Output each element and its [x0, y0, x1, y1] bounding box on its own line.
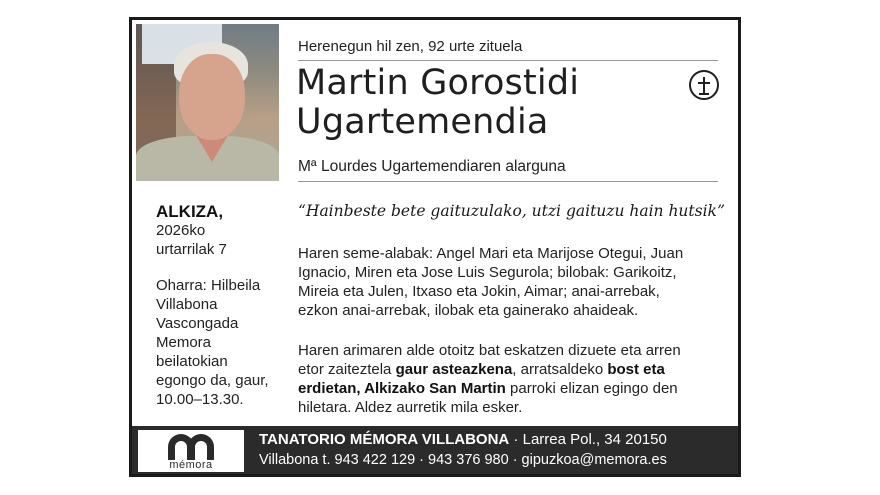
obituary-card	[129, 17, 741, 477]
funeral-announcement	[298, 341, 728, 417]
note-line: 10.00–13.30.	[156, 391, 244, 408]
spouse-line: Mª Lourdes Ugartemendiaren alarguna	[298, 158, 566, 175]
year: 2026ko	[156, 222, 206, 239]
family-line: ezkon anai-arrebak, ilobak eta gainerako ahaideak.	[298, 302, 639, 319]
note-line: egongo da, gaur,	[156, 372, 269, 389]
side-column	[156, 202, 276, 409]
funeral-line: erdietan, Alkizako San Martin parroki elizan egingo den	[298, 380, 678, 397]
family-line: Ignacio, Miren eta Jose Luis Segurola; bilobak: Garikoitz,	[298, 264, 677, 281]
name-line-2: Ugartemendia	[296, 102, 549, 142]
note-line: Vascongada	[156, 315, 239, 332]
cross-icon	[689, 70, 719, 100]
funeral-line: etor zaiteztela gaur asteazkena, arratsaldeko bost eta	[298, 361, 665, 378]
note-line: Oharra: Hilbeila	[156, 277, 261, 294]
funeral-home-address: · Larrea Pol., 34 20150	[509, 431, 667, 448]
funeral-line: hiletara. Aldez aurretik mila esker.	[298, 399, 523, 416]
m-logo-icon	[168, 434, 214, 456]
funeral-home-line	[259, 431, 667, 448]
note-line: Memora	[156, 334, 212, 351]
family-list	[298, 244, 728, 320]
note-line: Villabona	[156, 296, 218, 313]
funeral-home-contact: Villabona t. 943 422 129 · 943 376 980 · gipuzkoa@memora.es	[259, 452, 667, 468]
death-notice: Herenegun hil zen, 92 urte zituela	[298, 38, 523, 55]
family-line: Mireia eta Julen, Itxaso eta Jokin, Aimar; anai-arrebak,	[298, 283, 660, 300]
family-line: Haren seme-alabak: Angel Mari eta Marijose Otegui, Juan	[298, 245, 684, 262]
portrait-photo	[136, 24, 279, 181]
divider	[298, 60, 718, 61]
epitaph-quote: “Hainbeste bete gaituzulako, utzi gaituzu hain hutsik”	[298, 202, 725, 220]
date: urtarrilak 7	[156, 241, 227, 258]
wake-note	[156, 276, 276, 409]
funeral-line: Haren arimaren alde otoitz bat eskatzen dizuete eta arren	[298, 342, 681, 359]
note-line: beilatokian	[156, 353, 228, 370]
memora-logo	[138, 430, 244, 472]
divider	[298, 181, 718, 182]
place: ALKIZA,	[156, 202, 224, 221]
funeral-home-name: TANATORIO MÉMORA VILLABONA	[259, 431, 510, 448]
footer-bar	[132, 426, 738, 474]
name-line-1: Martin Gorostidi	[296, 63, 580, 103]
deceased-name	[296, 64, 579, 142]
logo-text: mémora	[169, 459, 213, 471]
